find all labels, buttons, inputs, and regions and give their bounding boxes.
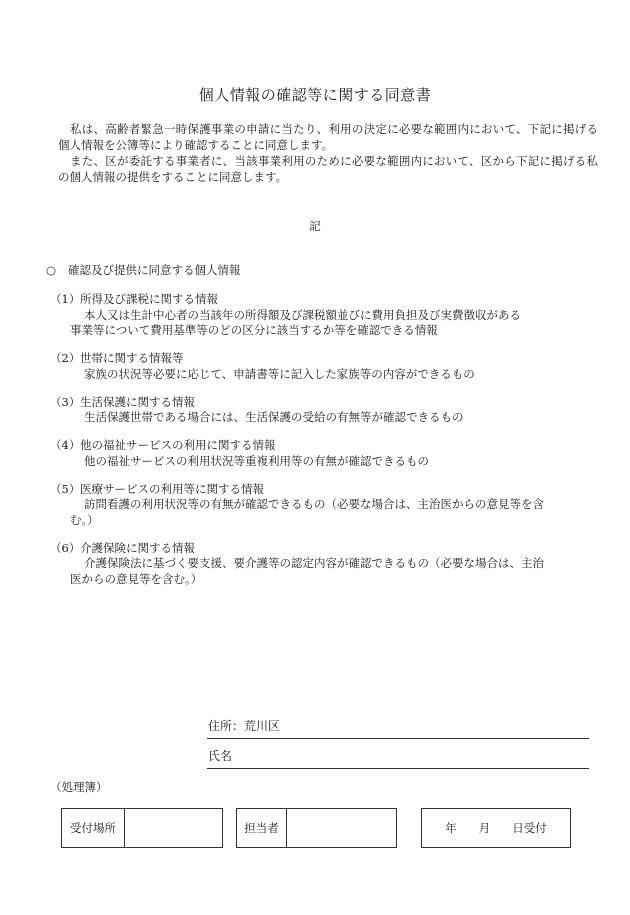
item-title: 医療サービスの利用等に関する情報: [80, 481, 264, 496]
document-title: 個人情報の確認等に関する同意書: [198, 86, 432, 104]
info-item: [50, 541, 595, 588]
item-number: （4）: [50, 438, 81, 452]
intro-paragraph-2: また、区が委託する事業者に、当該事業利用のために必要な範囲内において、区から下記に掲げる私の個人情報の提供をすることに同意します。: [58, 154, 598, 184]
item-body-line-2: む。）: [70, 512, 99, 527]
item-number: （1）: [50, 292, 81, 306]
intro-paragraph-1: 私は、高齢者緊急一時保護事業の申請に当たり、利用の決定に必要な範囲内において、下記に掲げる個人情報を公簿等により確認することに同意します。: [58, 122, 598, 152]
item-body-line-1: 家族の状況等必要に応じて、申請書等に記入した家族等の内容ができるもの: [84, 366, 475, 381]
name-label: 氏名: [208, 749, 233, 763]
item-body-line-1: 本人又は生計中心者の当該年の所得額及び課税額並びに費用負担及び実費徴収がある: [84, 307, 521, 322]
item-number: （6）: [50, 540, 81, 555]
address-label: 住所：荒川区: [208, 719, 281, 733]
circle-bullet-icon: ○: [46, 263, 57, 277]
item-number: （2）: [50, 351, 81, 365]
reception-place-label: 受付場所: [62, 809, 125, 847]
info-item: [50, 395, 595, 426]
item-body-line-1: 他の福祉サービスの利用状況等重複利用等の有無が確認できるもの: [84, 453, 429, 468]
person-in-charge-box: [236, 808, 397, 848]
item-title: 生活保護に関する情報: [80, 394, 195, 409]
year-label: 年: [445, 821, 457, 835]
item-body-line-2: 事業等について費用基準等のどの区分に該当するか等を確認できる情報: [70, 323, 438, 337]
item-body-line-1: 訪問看護の利用状況等の有無が確認できるもの（必要な場合は、主治医からの意見等を含: [84, 497, 544, 511]
processing-record-label: （処理簿）: [50, 780, 108, 794]
section-heading-text: 確認及び提供に同意する個人情報: [68, 263, 241, 277]
item-title: 他の福祉サービスの利用に関する情報: [80, 438, 276, 452]
reception-date-box: [421, 808, 571, 848]
section-heading: [46, 262, 241, 278]
item-title: 世帯に関する情報等: [80, 351, 184, 365]
info-item: [50, 438, 595, 469]
info-item-list: [50, 292, 595, 600]
info-item: [50, 351, 595, 382]
item-body-line-2: 医からの意見等を含む。）: [70, 571, 203, 586]
info-item: [50, 482, 595, 529]
name-field[interactable]: [207, 744, 589, 769]
item-number: （3）: [50, 394, 81, 409]
ki-marker: 記: [309, 219, 321, 233]
info-item: [50, 292, 595, 339]
address-field[interactable]: [207, 714, 589, 739]
item-title: 所得及び課税に関する情報: [80, 292, 218, 306]
reception-place-box: [61, 808, 223, 848]
month-label: 月: [478, 821, 491, 835]
day-reception-label: 日受付: [512, 821, 547, 835]
item-body-line-1: 介護保険法に基づく要支援、要介護等の認定内容が確認できるもの（必要な場合は、主治: [84, 556, 544, 570]
person-in-charge-label: 担当者: [237, 809, 287, 847]
intro-text: [58, 121, 598, 185]
item-number: （5）: [50, 481, 81, 496]
item-body-line-1: 生活保護世帯である場合には、生活保護の受給の有無等が確認できるもの: [84, 410, 464, 424]
item-title: 介護保険に関する情報: [80, 540, 195, 555]
